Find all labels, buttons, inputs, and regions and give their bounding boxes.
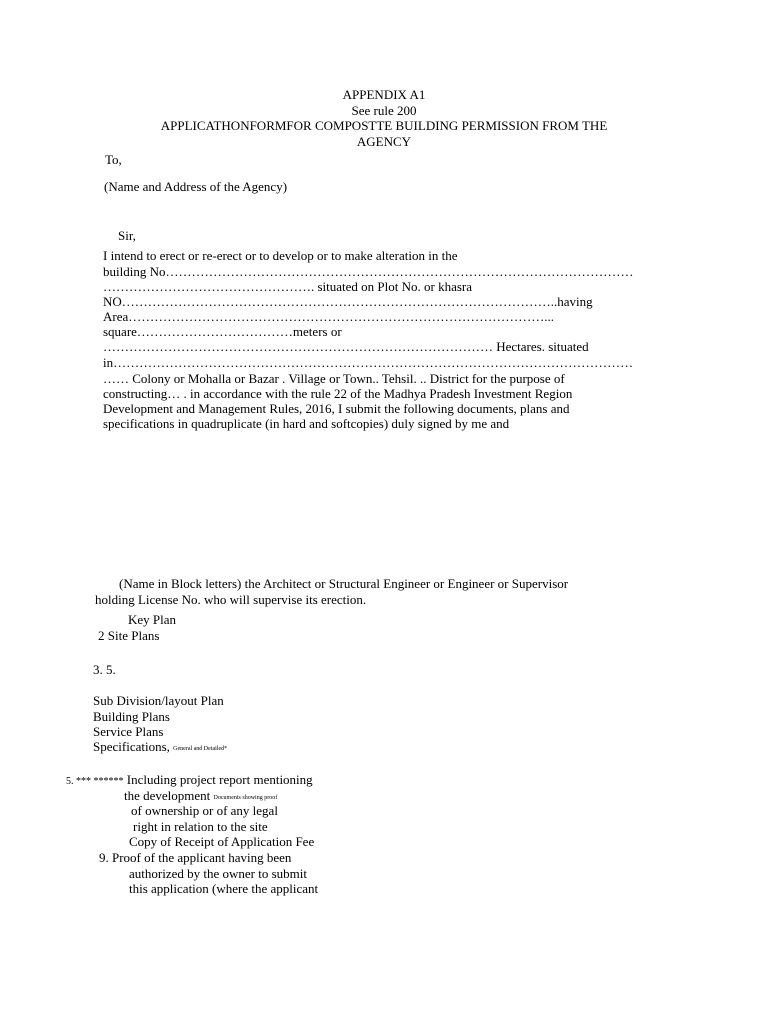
letter-line: constructing… . in accordance with the rule 22 of the Madhya Pradesh Investment Region xyxy=(103,386,573,401)
stars-prefix: 5. *** ****** xyxy=(66,776,124,787)
letter-line: in………………………………………………………………………………………………………… xyxy=(103,355,634,370)
service-plans-item: Service Plans xyxy=(93,724,164,739)
item-numbers: 3. 5. xyxy=(93,662,116,677)
receipt-item: Copy of Receipt of Application Fee xyxy=(129,834,315,849)
letter-line: …… Colony or Mohalla or Bazar . Village or Town.. Tehsil. .. District for the purpose of xyxy=(103,371,565,386)
development-label: the development xyxy=(124,788,214,803)
supervisor-line-2: holding License No. who will supervise its erection. xyxy=(95,592,367,607)
sub-division-item: Sub Division/layout Plan xyxy=(93,693,224,708)
right-line: right in relation to the site xyxy=(133,819,268,834)
proof-item: 9. Proof of the applicant having been xyxy=(99,850,292,865)
letter-line: building No……………………………………………………………………………………………… xyxy=(103,264,634,279)
project-report-label: Including project report mentioning xyxy=(123,772,313,787)
site-plans-item: 2 Site Plans xyxy=(98,628,160,643)
specifications-label: Specifications, xyxy=(93,739,174,754)
specifications-note: General and Detailed* xyxy=(173,746,228,752)
rule-reference: See rule 200 xyxy=(351,103,417,118)
specifications-item xyxy=(93,739,227,755)
this-application-line: this application (where the applicant xyxy=(129,881,319,896)
salutation: Sir, xyxy=(118,228,136,243)
letter-line: Area……………………………………………………………………………………... xyxy=(103,309,555,324)
letter-line: specifications in quadruplicate (in hard and softcopies) duly signed by me and xyxy=(103,416,510,431)
appendix-heading: APPENDIX A1 xyxy=(342,87,426,102)
supervisor-line-1: (Name in Block letters) the Architect or Structural Engineer or Engineer or Supervisor xyxy=(119,576,569,591)
authorized-line: authorized by the owner to submit xyxy=(129,866,307,881)
form-title-line-1: APPLICATHONFORMFOR COMPOSTTE BUILDING PERMISSION FROM THE xyxy=(160,118,608,133)
documents-proof-note: Documents showing proof xyxy=(213,795,278,801)
letter-line: NO………………………………………………………………………………………..having xyxy=(103,294,593,309)
to-label: To, xyxy=(105,152,122,167)
ownership-line: of ownership or of any legal xyxy=(131,803,278,818)
building-plans-item: Building Plans xyxy=(93,709,170,724)
form-title-line-2: AGENCY xyxy=(356,134,412,149)
agency-address-placeholder: (Name and Address of the Agency) xyxy=(104,179,288,194)
letter-line: square………………………………meters or xyxy=(103,324,342,339)
letter-line: I intend to erect or re-erect or to develop or to make alteration in the xyxy=(103,248,458,263)
development-line xyxy=(124,788,277,804)
letter-line: Development and Management Rules, 2016, I submit the following documents, plans and xyxy=(103,401,570,416)
key-plan-item: Key Plan xyxy=(128,612,177,627)
letter-line: ……………………………………………………………………………… Hectares. situated xyxy=(103,339,589,354)
letter-line: …………………………………………. situated on Plot No. or khasra xyxy=(103,279,473,294)
